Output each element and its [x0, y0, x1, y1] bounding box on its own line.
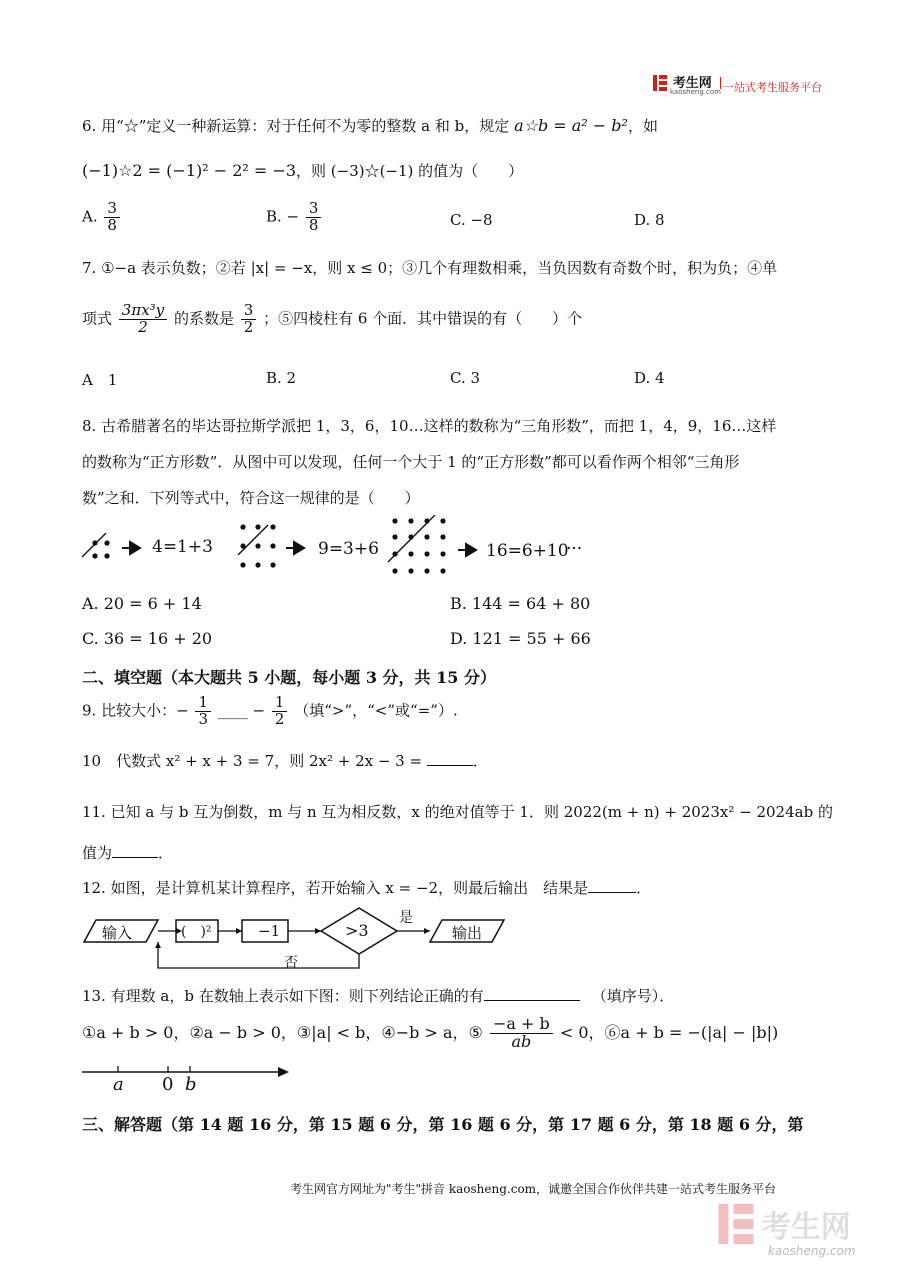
q10-text: 10 代数式 x² + x + 3 = 7，则 2x² + 2x − 3 = [82, 752, 423, 770]
flow-minus-label: −1 [258, 922, 281, 940]
q6-option-a[interactable] [82, 201, 122, 234]
axis-label-b: b [185, 1074, 197, 1095]
q12-line [82, 877, 651, 898]
q13-answer-blank[interactable] [484, 1000, 580, 1001]
q8-line1: 8. 古希腊著名的毕达哥拉斯学派把 1，3，6，10…这样的数称为“三角形数”，而把 1，4，9，16…这样 [82, 417, 777, 435]
q12-answer-blank[interactable] [588, 892, 636, 893]
q7-coef-num: 3 [241, 303, 257, 320]
q7-option-c[interactable]: C. 3 [450, 369, 481, 387]
q13-s5-num: −a + b [490, 1016, 553, 1034]
dots-square-9 [240, 524, 275, 567]
q7-line2-end: ；⑤四棱柱有 6 个面．其中错误的有（ ）个 [263, 309, 583, 328]
q7-coef-den: 2 [243, 317, 254, 336]
q12-text: 12. 如图，是计算机某计算程序，若开始输入 x = −2，则最后输出 结果是 [82, 879, 589, 897]
header-slogan: 一站式考生服务平台 [723, 81, 822, 94]
flow-output-label: 输出 [452, 924, 483, 942]
q8-option-d[interactable]: D. 121 = 55 + 66 [450, 629, 591, 648]
q7-mono-num: 3πx³y [119, 303, 167, 320]
watermark-brand: 考生网 [760, 1210, 851, 1245]
q6-stem: 6. 用“☆”定义一种新运算：对于任何不为零的整数 a 和 b，规定 [82, 117, 510, 135]
q6-rule-tail: ，如 [627, 117, 658, 135]
q13-statements [82, 1016, 778, 1051]
axis-label-0: 0 [162, 1074, 174, 1095]
q10-suffix: ． [472, 752, 488, 770]
flow-yes-label: 是 [399, 910, 413, 926]
q11-line1: 11. 已知 a 与 b 互为倒数，m 与 n 互为相反数，x 的绝对值等于 1．则 2022(m + n) + 2023x² − 2024ab 的 [82, 803, 833, 821]
q9-suffix: （填“>”，“<”或“=”）. [294, 701, 458, 720]
q9-fraction-1 [195, 695, 211, 728]
q6-option-c[interactable]: C. −8 [450, 211, 493, 229]
logo-domain: kaosheng.com [670, 88, 721, 96]
q8-option-c[interactable]: C. 36 = 16 + 20 [82, 629, 213, 648]
q8-line2: 的数称为“正方形数”．从图中可以发现，任何一个大于 1 的“正方形数”都可以看作两个相邻“三角形 [82, 453, 740, 471]
q10-line [82, 750, 488, 771]
q9-f2-den: 2 [274, 709, 285, 728]
q7-option-a[interactable]: A 1 [82, 371, 118, 389]
q9-f2-num: 1 [272, 695, 288, 712]
q7-line1: 7. ①−a 表示负数；②若 |x| = −x，则 x ≤ 0；③几个有理数相乘，当负因数有奇数个时，积为负；④单 [82, 259, 778, 277]
q9-f1-num: 1 [195, 695, 211, 712]
q6-option-d[interactable]: D. 8 [634, 211, 665, 229]
q7-line2-mid: 的系数是 [173, 309, 234, 328]
q6-option-a-label: A. [82, 207, 98, 226]
divider-line-1 [82, 533, 106, 557]
flow-compare-label: >3 [345, 921, 369, 940]
axis-label-a: a [113, 1074, 124, 1095]
q7-coefficient [241, 303, 257, 336]
q6-option-b-label: B. − [266, 207, 300, 226]
q7-line2-start: 项式 [82, 309, 113, 328]
q7-monomial [119, 303, 167, 336]
q11-suffix: ． [158, 844, 174, 862]
q6-option-a-fraction [104, 201, 120, 234]
q8-option-b[interactable]: B. 144 = 64 + 80 [450, 594, 591, 613]
logo-brand: 考生网 [672, 76, 712, 91]
arrow-icon-3 [458, 544, 476, 556]
footer-watermark [716, 1200, 851, 1248]
watermark-logo-icon [716, 1200, 756, 1248]
q7-mono-den: 2 [138, 317, 148, 336]
q6-option-b-fraction [306, 201, 322, 234]
flow-loop-back [158, 942, 359, 968]
q12-suffix: ． [636, 879, 652, 897]
q8-figure-eq1: 4=1+3 [152, 537, 213, 557]
q9-f1-den: 3 [198, 709, 208, 728]
q8-figure-more: ··· [566, 539, 583, 559]
arrow-icon-1 [122, 542, 140, 554]
q6-example: (−1)☆2 = (−1)² − 2² = −3 [82, 161, 296, 180]
q11-line2 [82, 842, 173, 863]
q8-line3: 数”之和．下列等式中，符合这一规律的是（ ） [82, 489, 420, 507]
q8-figure-eq2: 9=3+6 [318, 539, 379, 559]
number-line-arrow-icon [278, 1067, 289, 1077]
q7-option-b[interactable]: B. 2 [266, 369, 297, 387]
q13-statements-1-4: ①a + b > 0，②a − b > 0，③|a| < b，④−b > a，⑤ [82, 1022, 483, 1042]
section3-title: 三、解答题（第 14 题 16 分，第 15 题 6 分，第 16 题 6 分，第 17 题 6 分，第 18 题 6 分，第 [82, 1115, 804, 1134]
q11-line2-text: 值为 [82, 844, 113, 862]
q6-b-num: 3 [306, 201, 322, 218]
q13-line1-suffix: （填序号）． [591, 987, 675, 1005]
q9-blank[interactable]: ____ [217, 701, 248, 720]
q6-line2 [82, 160, 523, 181]
q13-line1 [82, 985, 674, 1006]
q7-line2 [82, 303, 582, 336]
q9-minus: − [252, 701, 266, 720]
q10-answer-blank[interactable] [427, 765, 473, 766]
q8-figure-eq3: 16=6+10 [486, 541, 569, 561]
dots-square-16 [392, 518, 445, 573]
q13-fraction-5 [490, 1016, 553, 1051]
q6-line1 [82, 115, 658, 136]
logo-icon [652, 74, 668, 92]
section2-title: 二、填空题（本大题共 5 小题，每小题 3 分，共 15 分） [82, 668, 496, 687]
q6-a-num: 3 [104, 201, 120, 218]
q6-b-den: 8 [308, 215, 319, 234]
q13-statements-5-6: < 0，⑥a + b = −(|a| − |b|) [559, 1022, 779, 1042]
q6-rule: a☆b = a² − b² [514, 116, 628, 135]
q13-s5-den: ab [511, 1031, 532, 1051]
q9-prefix: 9. 比较大小：− [82, 701, 189, 720]
flow-square-label: ( )² [181, 924, 212, 940]
q8-option-a[interactable]: A. 20 = 6 + 14 [82, 594, 202, 613]
q9-fraction-2 [272, 695, 288, 728]
q6-a-den: 8 [107, 215, 117, 234]
q6-ask: ，则 (−3)☆(−1) 的值为（ ） [296, 162, 524, 180]
flow-input-label: 输入 [102, 924, 133, 942]
watermark-domain: kaosheng.com [768, 1244, 856, 1258]
q6-option-b[interactable] [266, 201, 323, 234]
arrow-icon-2 [286, 542, 304, 554]
header-rule [720, 77, 724, 89]
q13-line1-text: 13. 有理数 a，b 在数轴上表示如下图：则下列结论正确的有 [82, 987, 484, 1005]
footer-text: 考生网官方网址为"考生"拼音 kaosheng.com，诚邀全国合作伙伴共建一站式考生服务平台 [290, 1182, 777, 1196]
q9-line [82, 695, 458, 728]
flow-no-label: 否 [284, 955, 298, 971]
q7-option-d[interactable]: D. 4 [634, 369, 665, 387]
q11-answer-blank[interactable] [112, 857, 158, 858]
